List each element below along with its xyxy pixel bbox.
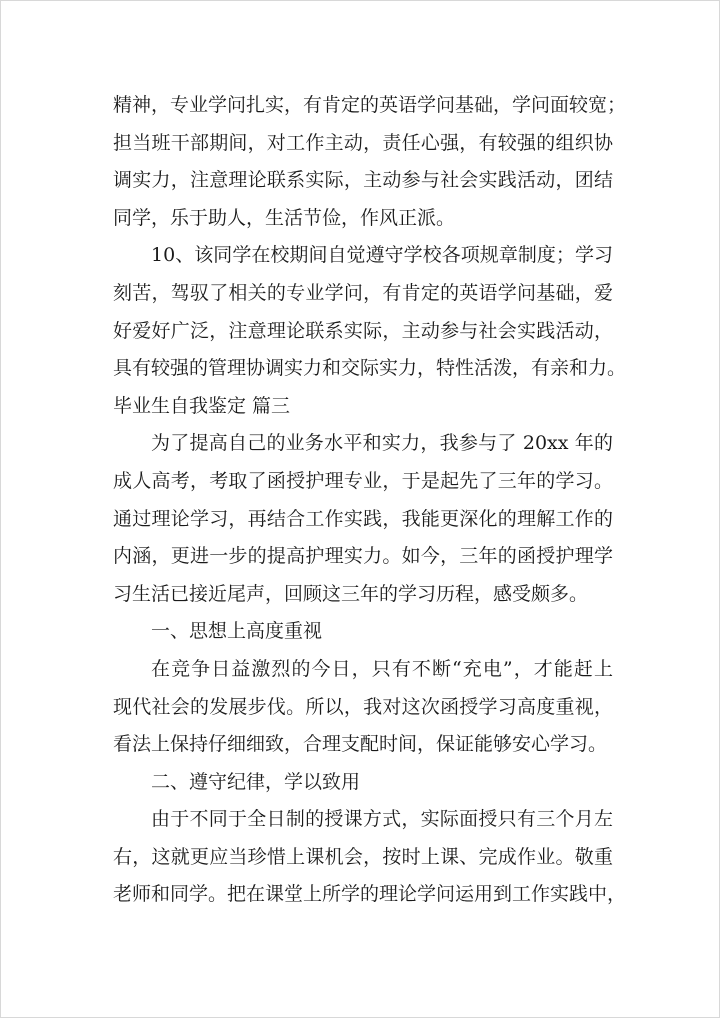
- text-line: 看法上保持仔细细致，合理支配时间，保证能够安心学习。: [113, 733, 608, 756]
- text-line: 成人高考，考取了函授护理专业，于是起先了三年的学习。: [113, 469, 613, 492]
- heading-1: 一、思想上高度重视: [151, 620, 323, 643]
- text-line: 现代社会的发展步伐。所以，我对这次函授学习高度重视，: [113, 695, 613, 718]
- text-line: 10、该同学在校期间自觉遵守学校各项规章制度；学习: [151, 244, 613, 267]
- text-line: 右，这就更应当珍惜上课机会，按时上课、完成作业。敬重: [113, 845, 613, 868]
- text-line: 内涵，更进一步的提高护理实力。如今，三年的函授护理学: [113, 545, 613, 568]
- text-line: 刻苦，驾驭了相关的专业学问，有肯定的英语学问基础，爱: [113, 281, 613, 304]
- text-line: 在竞争日益激烈的今日，只有不断“充电”，才能赶上: [151, 657, 613, 680]
- text-line: 精神，专业学问扎实，有肯定的英语学问基础，学问面较宽；: [113, 94, 627, 116]
- text-line: 为了提高自己的业务水平和实力，我参与了 20xx 年的: [151, 432, 613, 455]
- document-body: [113, 87, 627, 914]
- text-line: 老师和同学。把在课堂上所学的理论学问运用到工作实践中，: [113, 883, 627, 906]
- section-title: 毕业生自我鉴定 篇三: [113, 394, 291, 417]
- heading-2: 二、遵守纪律，学以致用: [151, 770, 361, 793]
- text-line: 好爱好广泛，注意理论联系实际，主动参与社会实践活动，: [113, 319, 613, 342]
- text-line: 担当班干部期间，对工作主动，责任心强，有较强的组织协: [113, 131, 613, 154]
- text-line: 由于不同于全日制的授课方式，实际面授只有三个月左: [151, 808, 613, 831]
- text-line: 同学，乐于助人，生活节俭，作风正派。: [113, 206, 456, 229]
- text-line: 具有较强的管理协调实力和交际实力，特性活泼，有亲和力。: [113, 357, 627, 380]
- text-line: 习生活已接近尾声，回顾这三年的学习历程，感受颇多。: [113, 582, 589, 605]
- text-line: 调实力，注意理论联系实际，主动参与社会实践活动，团结: [113, 169, 613, 192]
- text-line: 通过理论学习，再结合工作实践，我能更深化的理解工作的: [113, 507, 613, 530]
